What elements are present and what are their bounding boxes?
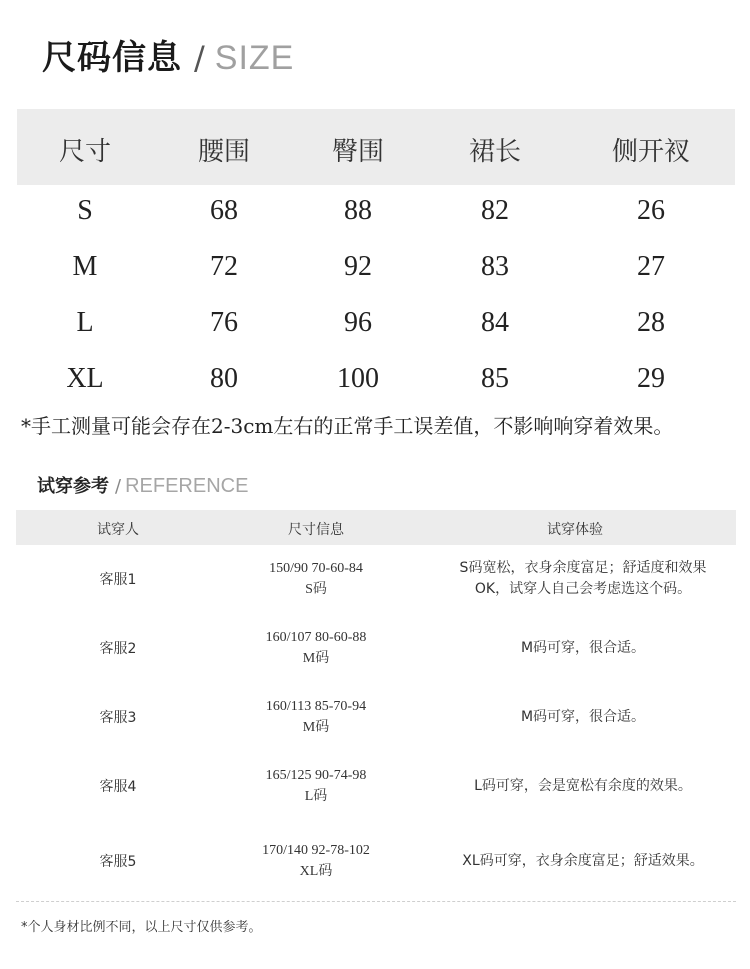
reference-person: 客服1: [99, 572, 137, 588]
reference-size-measurements: 165/125 90-74-98: [265, 768, 367, 783]
reference-person: 客服4: [99, 779, 137, 795]
reference-size-measurements: 150/90 70-60-84: [269, 561, 363, 576]
reference-experience-line1: L码可穿，会是宽松有余度的效果。: [474, 778, 692, 794]
reference-table: [16, 510, 736, 879]
reference-experience: [521, 707, 645, 728]
size-note: *手工测量可能会存在2-3cm左右的正常手工误差值，不影响响穿着效果。: [21, 414, 674, 438]
size-header-size: 尺寸: [58, 137, 112, 167]
size-cell: 100: [337, 363, 379, 394]
size-row-l: [17, 297, 735, 353]
reference-person: 客服5: [99, 854, 137, 870]
size-row-m: [17, 241, 735, 297]
size-cell: 72: [210, 251, 238, 282]
size-cell: 68: [210, 195, 238, 226]
reference-person: 客服2: [99, 641, 137, 657]
reference-size-info: [266, 696, 366, 738]
reference-row-5: [16, 840, 736, 890]
size-header-slit: 侧开衩: [611, 137, 691, 167]
reference-size-info: [262, 840, 370, 882]
reference-size-code: L码: [304, 789, 328, 804]
reference-size-code: M码: [302, 720, 330, 735]
reference-experience: [521, 638, 645, 659]
reference-experience-line1: XL码可穿，衣身余度富足；舒适效果。: [462, 853, 704, 869]
reference-experience-line2: OK，试穿人自己会考虑选这个码。: [474, 581, 692, 597]
size-cell: 84: [481, 307, 509, 338]
size-cell: M: [72, 251, 98, 282]
size-header-length: 裙长: [468, 137, 522, 167]
reference-header-person: 试穿人: [97, 522, 139, 538]
reference-size-info: [269, 558, 363, 600]
reference-size-info: [266, 627, 367, 669]
reference-experience-line1: M码可穿，很合适。: [520, 640, 646, 656]
reference-size-code: S码: [305, 582, 327, 597]
reference-row-4: [16, 765, 736, 815]
size-header-hip: 臀围: [331, 137, 385, 167]
reference-experience: [462, 851, 703, 872]
reference-size-code: XL码: [299, 864, 333, 879]
size-row-s: [17, 185, 735, 241]
reference-header-experience: 试穿体验: [547, 522, 603, 538]
size-header-waist: 腰围: [197, 137, 251, 167]
reference-size-measurements: 160/113 85-70-94: [265, 699, 367, 714]
size-cell: 26: [637, 195, 665, 226]
reference-divider: [16, 901, 736, 902]
reference-title-cn: 试穿参考: [37, 476, 109, 497]
size-cell: S: [77, 195, 93, 226]
size-cell: 80: [210, 363, 238, 394]
size-cell: L: [76, 307, 94, 338]
reference-size-code: M码: [302, 651, 330, 666]
size-section-title: [42, 30, 295, 78]
size-cell: 85: [481, 363, 509, 394]
size-cell: XL: [66, 363, 104, 394]
reference-row-1: [16, 558, 736, 608]
size-title-cn: 尺码信息: [42, 38, 182, 78]
size-cell: 29: [637, 363, 665, 394]
size-cell: 88: [344, 195, 372, 226]
reference-size-info: [266, 765, 367, 807]
size-cell: 82: [481, 195, 509, 226]
reference-title-en: REFERENCE: [125, 475, 249, 497]
reference-note: *个人身材比例不同，以上尺寸仅供参考。: [21, 920, 262, 935]
reference-title-separator: /: [115, 476, 122, 497]
size-title-en: SIZE: [214, 39, 295, 77]
size-cell: 28: [637, 307, 665, 338]
reference-section-title: [37, 472, 248, 498]
reference-header-size-info: 尺寸信息: [288, 522, 344, 538]
size-cell: 76: [210, 307, 238, 338]
reference-row-2: [16, 627, 736, 677]
size-cell: 92: [344, 251, 372, 282]
size-row-xl: [17, 353, 735, 409]
size-cell: 83: [481, 251, 509, 282]
reference-row-3: [16, 696, 736, 746]
reference-size-measurements: 160/107 80-60-88: [265, 630, 367, 645]
size-table-header: [17, 109, 735, 185]
reference-table-header: [16, 510, 736, 545]
reference-experience: [460, 558, 707, 600]
size-title-separator: /: [194, 39, 205, 77]
reference-experience-line1: M码可穿，很合适。: [520, 709, 646, 725]
reference-size-measurements: 170/140 92-78-102: [262, 843, 370, 858]
size-cell: 27: [637, 251, 665, 282]
reference-experience: [474, 776, 692, 797]
reference-experience-line1: S码宽松，衣身余度富足；舒适度和效果: [459, 560, 707, 576]
size-table: [17, 109, 735, 409]
reference-person: 客服3: [99, 710, 137, 726]
size-cell: 96: [344, 307, 372, 338]
